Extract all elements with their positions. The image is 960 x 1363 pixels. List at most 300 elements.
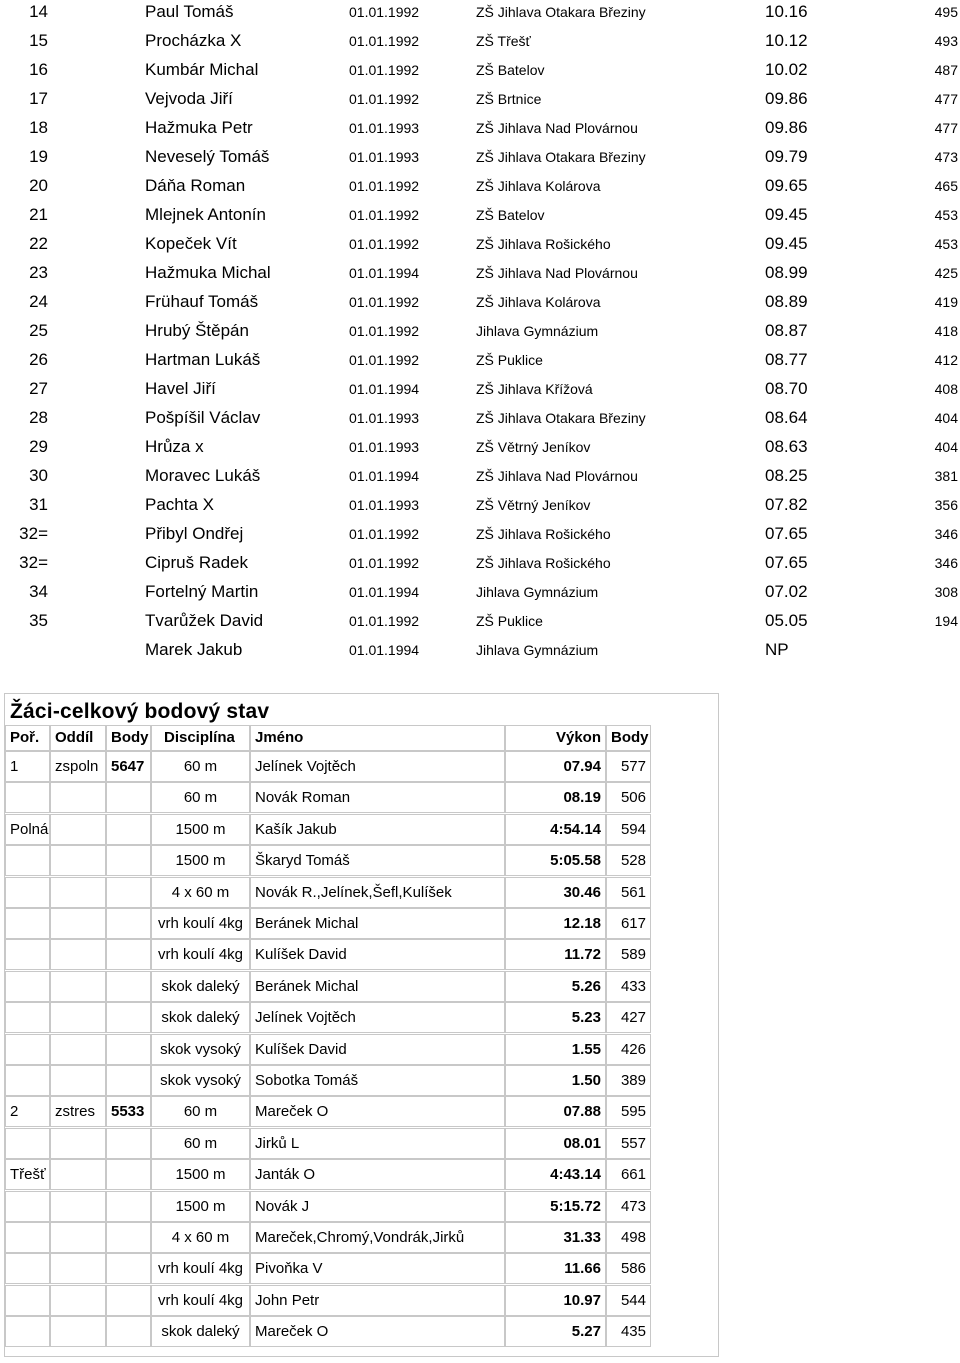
header-disciplina: Disciplína xyxy=(151,725,250,751)
result-date: 01.01.1994 xyxy=(349,381,420,397)
team-cell-discipline: 60 m xyxy=(151,751,250,782)
team-cell-body xyxy=(106,908,151,939)
team-row xyxy=(5,1191,651,1222)
result-performance: 09.86 xyxy=(765,118,808,137)
team-cell-performance: 08.19 xyxy=(505,782,606,813)
result-row xyxy=(0,290,960,319)
team-cell-name: Jelínek Vojtěch xyxy=(250,1002,505,1033)
result-place: 26 xyxy=(29,350,48,369)
result-school: Jihlava Gymnázium xyxy=(476,584,599,600)
team-row xyxy=(5,814,651,845)
header-por: Poř. xyxy=(5,725,50,751)
result-place: 20 xyxy=(29,176,48,195)
team-cell-discipline: vrh koulí 4kg xyxy=(151,939,250,970)
result-name: Hažmuka Michal xyxy=(145,263,271,282)
team-cell-oddil xyxy=(50,939,106,970)
team-cell-performance: 12.18 xyxy=(505,908,606,939)
result-row xyxy=(0,638,960,667)
team-cell-discipline: 4 x 60 m xyxy=(151,877,250,908)
result-row xyxy=(0,87,960,116)
team-cell-performance: 11.66 xyxy=(505,1253,606,1284)
result-points: 477 xyxy=(934,120,958,136)
team-cell-body xyxy=(106,939,151,970)
team-row xyxy=(5,1065,651,1096)
result-school: ZŠ Jihlava Rošického xyxy=(476,526,611,542)
result-place: 18 xyxy=(29,118,48,137)
result-name: Neveselý Tomáš xyxy=(145,147,270,166)
result-place: 27 xyxy=(29,379,48,398)
result-school: ZŠ Jihlava Rošického xyxy=(476,555,611,571)
result-performance: 10.02 xyxy=(765,60,808,79)
result-performance: 08.99 xyxy=(765,263,808,282)
team-cell-performance: 4:54.14 xyxy=(505,814,606,845)
team-cell-oddil xyxy=(50,782,106,813)
team-cell-name: Mareček O xyxy=(250,1316,505,1347)
team-cell-por xyxy=(5,1222,50,1253)
result-points: 453 xyxy=(934,207,958,223)
header-vykon: Výkon xyxy=(505,725,606,751)
team-cell-name: John Petr xyxy=(250,1285,505,1316)
team-cell-body: 5533 xyxy=(106,1096,151,1127)
result-place: 32= xyxy=(19,553,48,572)
result-points: 493 xyxy=(934,33,958,49)
header-body-points: Body xyxy=(606,725,651,751)
team-cell-performance: 10.97 xyxy=(505,1285,606,1316)
result-school: ZŠ Třešť xyxy=(476,33,531,49)
team-cell-performance: 11.72 xyxy=(505,939,606,970)
result-name: Moravec Lukáš xyxy=(145,466,261,485)
result-place: 17 xyxy=(29,89,48,108)
team-row xyxy=(5,1159,651,1190)
result-date: 01.01.1993 xyxy=(349,410,420,426)
team-cell-name: Janták O xyxy=(250,1159,505,1190)
result-school: ZŠ Větrný Jeníkov xyxy=(476,439,591,455)
team-cell-performance: 5:05.58 xyxy=(505,845,606,876)
result-name: Procházka X xyxy=(145,31,242,50)
results-list xyxy=(0,0,960,667)
team-cell-oddil xyxy=(50,1159,106,1190)
team-cell-discipline: skok vysoký xyxy=(151,1065,250,1096)
result-school: ZŠ Jihlava Nad Plovárnou xyxy=(476,468,638,484)
team-cell-points: 528 xyxy=(606,845,651,876)
team-cell-name: Mareček O xyxy=(250,1096,505,1127)
result-points: 404 xyxy=(934,410,958,426)
result-place: 14 xyxy=(29,2,48,21)
result-date: 01.01.1992 xyxy=(349,294,420,310)
result-row xyxy=(0,319,960,348)
team-cell-points: 557 xyxy=(606,1128,651,1159)
team-cell-name: Novák J xyxy=(250,1191,505,1222)
result-name: Paul Tomáš xyxy=(145,2,234,21)
team-row xyxy=(5,845,651,876)
result-row xyxy=(0,145,960,174)
result-date: 01.01.1992 xyxy=(349,526,420,542)
result-row xyxy=(0,116,960,145)
result-row xyxy=(0,493,960,522)
result-place: 35 xyxy=(29,611,48,630)
team-cell-points: 426 xyxy=(606,1034,651,1065)
result-name: Vejvoda Jiří xyxy=(145,89,233,108)
team-cell-points: 498 xyxy=(606,1222,651,1253)
result-points: 465 xyxy=(934,178,958,194)
team-cell-performance: 07.88 xyxy=(505,1096,606,1127)
result-school: ZŠ Brtnice xyxy=(476,91,542,107)
team-cell-performance: 31.33 xyxy=(505,1222,606,1253)
result-points: 473 xyxy=(934,149,958,165)
team-cell-points: 589 xyxy=(606,939,651,970)
team-row xyxy=(5,1253,651,1284)
result-points: 477 xyxy=(934,91,958,107)
result-row xyxy=(0,261,960,290)
result-points: 425 xyxy=(934,265,958,281)
team-row xyxy=(5,1128,651,1159)
team-cell-oddil xyxy=(50,1191,106,1222)
team-cell-discipline: skok daleký xyxy=(151,1002,250,1033)
result-date: 01.01.1994 xyxy=(349,584,420,600)
team-cell-points: 473 xyxy=(606,1191,651,1222)
team-standings-table xyxy=(4,693,719,1357)
result-place: 28 xyxy=(29,408,48,427)
result-performance: 08.70 xyxy=(765,379,808,398)
team-cell-oddil xyxy=(50,1316,106,1347)
result-date: 01.01.1992 xyxy=(349,323,420,339)
result-name: Havel Jiří xyxy=(145,379,216,398)
result-date: 01.01.1992 xyxy=(349,555,420,571)
result-points: 308 xyxy=(934,584,958,600)
team-cell-points: 577 xyxy=(606,751,651,782)
result-place: 15 xyxy=(29,31,48,50)
team-cell-body xyxy=(106,971,151,1002)
result-place: 34 xyxy=(29,582,48,601)
team-cell-discipline: 4 x 60 m xyxy=(151,1222,250,1253)
team-cell-name: Mareček,Chromý,Vondrák,Jirků xyxy=(250,1222,505,1253)
result-performance: 05.05 xyxy=(765,611,808,630)
result-row xyxy=(0,232,960,261)
result-performance: 07.65 xyxy=(765,524,808,543)
result-points: 381 xyxy=(934,468,958,484)
team-cell-por: Třešť xyxy=(5,1159,50,1190)
result-performance: 07.82 xyxy=(765,495,808,514)
result-name: Pošpíšil Václav xyxy=(145,408,261,427)
result-points: 495 xyxy=(934,4,958,20)
result-name: Cipruš Radek xyxy=(145,553,248,572)
team-cell-name: Jelínek Vojtěch xyxy=(250,751,505,782)
result-row xyxy=(0,203,960,232)
result-performance: 08.89 xyxy=(765,292,808,311)
team-cell-body xyxy=(106,782,151,813)
team-row xyxy=(5,1222,651,1253)
team-cell-name: Novák R.,Jelínek,Šefl,Kulíšek xyxy=(250,877,505,908)
team-row xyxy=(5,1002,651,1033)
team-cell-oddil xyxy=(50,814,106,845)
result-place: 19 xyxy=(29,147,48,166)
result-performance: 08.77 xyxy=(765,350,808,369)
team-cell-por xyxy=(5,1191,50,1222)
result-date: 01.01.1993 xyxy=(349,120,420,136)
result-points: 419 xyxy=(934,294,958,310)
team-cell-por xyxy=(5,877,50,908)
team-cell-points: 435 xyxy=(606,1316,651,1347)
result-school: ZŠ Jihlava Kolárova xyxy=(476,178,601,194)
result-points: 418 xyxy=(934,323,958,339)
result-name: Tvarůžek David xyxy=(145,611,264,630)
team-cell-oddil xyxy=(50,1222,106,1253)
result-school: ZŠ Jihlava Kolárova xyxy=(476,294,601,310)
team-cell-performance: 30.46 xyxy=(505,877,606,908)
team-cell-oddil xyxy=(50,877,106,908)
result-row xyxy=(0,0,960,29)
team-cell-discipline: vrh koulí 4kg xyxy=(151,1253,250,1284)
team-cell-por xyxy=(5,1253,50,1284)
team-cell-por xyxy=(5,1002,50,1033)
result-school: Jihlava Gymnázium xyxy=(476,642,599,658)
team-row xyxy=(5,971,651,1002)
result-name: Hartman Lukáš xyxy=(145,350,261,369)
result-performance: 09.79 xyxy=(765,147,808,166)
result-performance: 08.64 xyxy=(765,408,808,427)
team-cell-performance: 07.94 xyxy=(505,751,606,782)
team-cell-discipline: skok daleký xyxy=(151,971,250,1002)
team-cell-body xyxy=(106,814,151,845)
team-cell-por: 1 xyxy=(5,751,50,782)
team-cell-discipline: skok vysoký xyxy=(151,1034,250,1065)
result-row xyxy=(0,29,960,58)
team-cell-points: 433 xyxy=(606,971,651,1002)
team-cell-body xyxy=(106,845,151,876)
team-cell-points: 595 xyxy=(606,1096,651,1127)
team-cell-body xyxy=(106,1065,151,1096)
team-cell-body: 5647 xyxy=(106,751,151,782)
result-date: 01.01.1992 xyxy=(349,178,420,194)
team-cell-points: 427 xyxy=(606,1002,651,1033)
team-cell-points: 661 xyxy=(606,1159,651,1190)
result-school: ZŠ Jihlava Rošického xyxy=(476,236,611,252)
result-name: Kopeček Vít xyxy=(145,234,237,253)
team-cell-points: 506 xyxy=(606,782,651,813)
team-cell-body xyxy=(106,877,151,908)
result-place: 22 xyxy=(29,234,48,253)
result-performance: 09.65 xyxy=(765,176,808,195)
result-school: ZŠ Batelov xyxy=(476,207,545,223)
result-performance: 10.16 xyxy=(765,2,808,21)
team-cell-body xyxy=(106,1253,151,1284)
result-name: Marek Jakub xyxy=(145,640,243,659)
result-date: 01.01.1992 xyxy=(349,613,420,629)
result-school: ZŠ Jihlava Otakara Březiny xyxy=(476,4,646,20)
team-row xyxy=(5,1316,651,1347)
team-cell-discipline: skok daleký xyxy=(151,1316,250,1347)
team-cell-por: 2 xyxy=(5,1096,50,1127)
result-date: 01.01.1994 xyxy=(349,642,420,658)
result-row xyxy=(0,377,960,406)
result-date: 01.01.1992 xyxy=(349,4,420,20)
team-cell-points: 594 xyxy=(606,814,651,845)
result-name: Hrubý Štěpán xyxy=(145,321,249,340)
result-performance: 09.86 xyxy=(765,89,808,108)
team-cell-por xyxy=(5,1065,50,1096)
result-performance: 09.45 xyxy=(765,234,808,253)
team-cell-por: Polná xyxy=(5,814,50,845)
result-row xyxy=(0,609,960,638)
result-school: ZŠ Větrný Jeníkov xyxy=(476,497,591,513)
team-cell-oddil: zstres xyxy=(50,1096,106,1127)
team-cell-discipline: 1500 m xyxy=(151,814,250,845)
team-cell-discipline: 1500 m xyxy=(151,1159,250,1190)
team-cell-oddil xyxy=(50,908,106,939)
result-date: 01.01.1992 xyxy=(349,62,420,78)
team-cell-performance: 5.26 xyxy=(505,971,606,1002)
result-place: 25 xyxy=(29,321,48,340)
result-performance: 08.87 xyxy=(765,321,808,340)
team-cell-performance: 1.55 xyxy=(505,1034,606,1065)
result-performance: 08.25 xyxy=(765,466,808,485)
result-place: 29 xyxy=(29,437,48,456)
result-row xyxy=(0,464,960,493)
team-cell-points: 586 xyxy=(606,1253,651,1284)
team-cell-body xyxy=(106,1002,151,1033)
team-cell-oddil xyxy=(50,1128,106,1159)
team-cell-oddil xyxy=(50,1285,106,1316)
team-cell-discipline: vrh koulí 4kg xyxy=(151,1285,250,1316)
team-cell-discipline: 60 m xyxy=(151,1096,250,1127)
result-date: 01.01.1993 xyxy=(349,149,420,165)
result-school: Jihlava Gymnázium xyxy=(476,323,599,339)
result-performance: 08.63 xyxy=(765,437,808,456)
result-name: Frühauf Tomáš xyxy=(145,292,259,311)
result-name: Kumbár Michal xyxy=(145,60,259,79)
team-cell-por xyxy=(5,1316,50,1347)
result-school: ZŠ Puklice xyxy=(476,352,543,368)
result-place: 23 xyxy=(29,263,48,282)
team-cell-body xyxy=(106,1285,151,1316)
result-place: 16 xyxy=(29,60,48,79)
result-date: 01.01.1992 xyxy=(349,352,420,368)
team-cell-points: 544 xyxy=(606,1285,651,1316)
team-cell-por xyxy=(5,908,50,939)
result-school: ZŠ Jihlava Otakara Březiny xyxy=(476,149,646,165)
team-cell-points: 617 xyxy=(606,908,651,939)
result-place: 24 xyxy=(29,292,48,311)
team-cell-name: Kulíšek David xyxy=(250,939,505,970)
team-row xyxy=(5,1034,651,1065)
result-school: ZŠ Jihlava Nad Plovárnou xyxy=(476,265,638,281)
team-cell-name: Kašík Jakub xyxy=(250,814,505,845)
result-date: 01.01.1992 xyxy=(349,236,420,252)
team-table-title: Žáci-celkový bodový stav xyxy=(10,700,270,723)
team-cell-body xyxy=(106,1191,151,1222)
result-points: 408 xyxy=(934,381,958,397)
result-row xyxy=(0,406,960,435)
result-points: 412 xyxy=(934,352,958,368)
team-cell-name: Pivoňka V xyxy=(250,1253,505,1284)
team-cell-discipline: 1500 m xyxy=(151,845,250,876)
result-school: ZŠ Jihlava Křížová xyxy=(476,381,593,397)
team-cell-points: 561 xyxy=(606,877,651,908)
team-cell-por xyxy=(5,939,50,970)
team-table-header xyxy=(5,725,651,751)
result-points: 346 xyxy=(934,555,958,571)
team-cell-name: Kulíšek David xyxy=(250,1034,505,1065)
team-cell-por xyxy=(5,782,50,813)
result-row xyxy=(0,435,960,464)
result-date: 01.01.1993 xyxy=(349,497,420,513)
team-row xyxy=(5,877,651,908)
header-oddil: Oddíl xyxy=(50,725,106,751)
result-school: ZŠ Jihlava Nad Plovárnou xyxy=(476,120,638,136)
result-date: 01.01.1993 xyxy=(349,439,420,455)
result-name: Hrůza x xyxy=(145,437,204,456)
team-row xyxy=(5,1096,651,1127)
result-name: Pachta X xyxy=(145,495,214,514)
team-cell-name: Škaryd Tomáš xyxy=(250,845,505,876)
result-performance: 09.45 xyxy=(765,205,808,224)
result-performance: 07.02 xyxy=(765,582,808,601)
team-cell-name: Jirků L xyxy=(250,1128,505,1159)
result-performance: 10.12 xyxy=(765,31,808,50)
team-cell-oddil xyxy=(50,845,106,876)
team-row xyxy=(5,782,651,813)
team-row xyxy=(5,908,651,939)
result-school: ZŠ Batelov xyxy=(476,62,545,78)
result-date: 01.01.1994 xyxy=(349,468,420,484)
result-place: 30 xyxy=(29,466,48,485)
team-cell-body xyxy=(106,1159,151,1190)
team-cell-discipline: vrh koulí 4kg xyxy=(151,908,250,939)
result-row xyxy=(0,58,960,87)
team-cell-por xyxy=(5,1128,50,1159)
team-cell-body xyxy=(106,1316,151,1347)
team-cell-performance: 4:43.14 xyxy=(505,1159,606,1190)
header-body: Body xyxy=(106,725,151,751)
result-performance: 07.65 xyxy=(765,553,808,572)
result-row xyxy=(0,348,960,377)
result-date: 01.01.1992 xyxy=(349,33,420,49)
team-cell-oddil xyxy=(50,1065,106,1096)
result-row xyxy=(0,522,960,551)
team-cell-name: Beránek Michal xyxy=(250,908,505,939)
result-points: 346 xyxy=(934,526,958,542)
result-row xyxy=(0,580,960,609)
team-row xyxy=(5,939,651,970)
team-cell-por xyxy=(5,971,50,1002)
result-points: 487 xyxy=(934,62,958,78)
result-date: 01.01.1992 xyxy=(349,207,420,223)
result-name: Fortelný Martin xyxy=(145,582,259,601)
team-cell-oddil xyxy=(50,1034,106,1065)
team-cell-performance: 5:15.72 xyxy=(505,1191,606,1222)
result-school: ZŠ Puklice xyxy=(476,613,543,629)
team-cell-por xyxy=(5,1285,50,1316)
result-name: Mlejnek Antonín xyxy=(145,205,266,224)
team-cell-oddil xyxy=(50,971,106,1002)
team-row xyxy=(5,1285,651,1316)
team-cell-performance: 5.27 xyxy=(505,1316,606,1347)
result-name: Přibyl Ondřej xyxy=(145,524,244,543)
result-points: 453 xyxy=(934,236,958,252)
result-name: Dáňa Roman xyxy=(145,176,246,195)
header-jmeno: Jméno xyxy=(250,725,505,751)
team-cell-name: Sobotka Tomáš xyxy=(250,1065,505,1096)
team-cell-discipline: 60 m xyxy=(151,1128,250,1159)
result-row xyxy=(0,551,960,580)
result-place: 21 xyxy=(29,205,48,224)
result-points: 404 xyxy=(934,439,958,455)
team-cell-body xyxy=(106,1128,151,1159)
team-cell-points: 389 xyxy=(606,1065,651,1096)
result-date: 01.01.1994 xyxy=(349,265,420,281)
team-cell-performance: 5.23 xyxy=(505,1002,606,1033)
team-cell-oddil: zspoln xyxy=(50,751,106,782)
